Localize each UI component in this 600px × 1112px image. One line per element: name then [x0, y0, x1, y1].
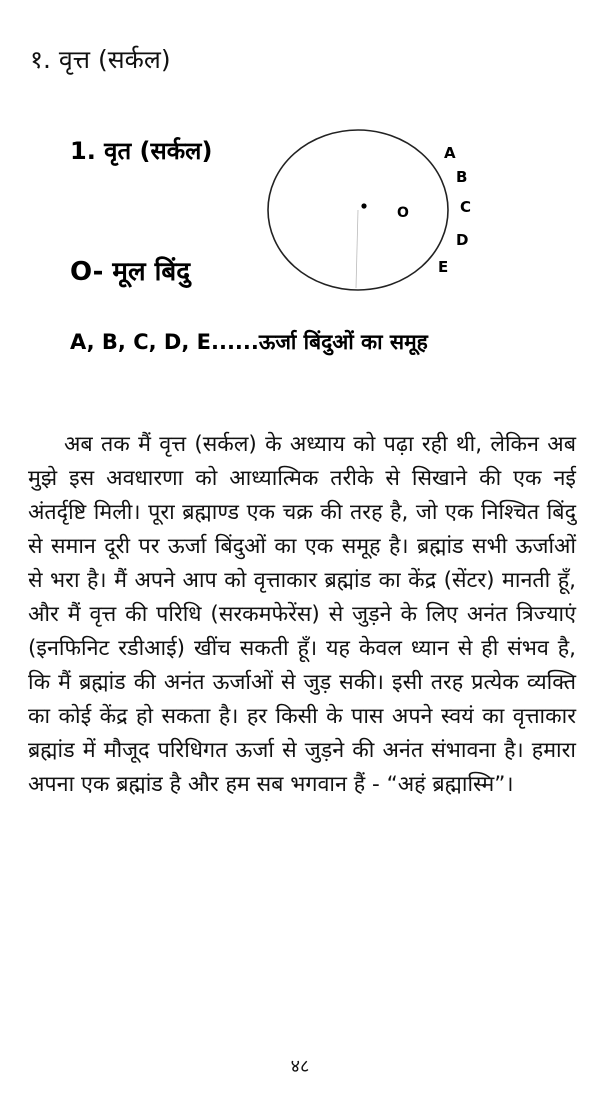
body-paragraph: अब तक मैं वृत्त (सर्कल) के अध्याय को पढ़ा रही थी, लेकिन अब मुझे इस अवधारणा को आध्यात्मिक तरीके से सिखाने की एक नई अंतर्दृष्टि मिली। पूरा ब्रह्माण्ड एक चक्र की तरह है, जो एक निश्चित बिंदु से समान दूरी पर ऊर्जा बिंदुओं का एक समूह है। ब्रह्मांड सभी ऊर्जाओं से भरा है। मैं अपने आप को वृत्ताकार ब्रह्मांड का केंद्र (सेंटर) मानती हूँ, और मैं वृत्त की परिधि (सरकमफेरेंस) से जुड़ने के लिए अनंत त्रिज्याएं (इनफिनिट रडीआई) खींच सकती हूँ। यह केवल ध्यान से ही संभव है, कि मैं ब्रह्मांड की अनंत ऊर्जाओं से जुड़ सकी। इसी तरह प्रत्येक व्यक्ति का कोई केंद्र हो सकता है। हर किसी के पास अपने स्वयं का वृत्ताकार ब्रह्मांड में मौजूद परिधिगत ऊर्जा से जुड़ने की अनंत संभावना है। हमारा अपना एक ब्रह्मांड है और हम सब भगवान हैं - “अहं ब्रह्मास्मि”।: [28, 432, 576, 797]
circle-diagram: [60, 118, 540, 380]
point-c: C: [460, 198, 472, 216]
section-heading: १. वृत्त (सर्कल): [30, 45, 171, 74]
point-a: A: [444, 144, 456, 162]
origin-label: O- मूल बिंदु: [70, 257, 191, 287]
point-e: E: [438, 258, 449, 276]
point-d: D: [456, 231, 469, 249]
center-dot: [361, 203, 366, 208]
radius-line: [356, 210, 358, 288]
center-mark: O: [397, 205, 409, 221]
point-b: B: [456, 168, 468, 186]
diagram-title: 1. वृत (सर्कल): [70, 137, 213, 165]
circle-drawing: [260, 118, 520, 298]
page-number: ४८: [290, 1056, 310, 1077]
energy-points-label: A, B, C, D, E......ऊर्जा बिंदुओं का समूह: [70, 330, 428, 354]
